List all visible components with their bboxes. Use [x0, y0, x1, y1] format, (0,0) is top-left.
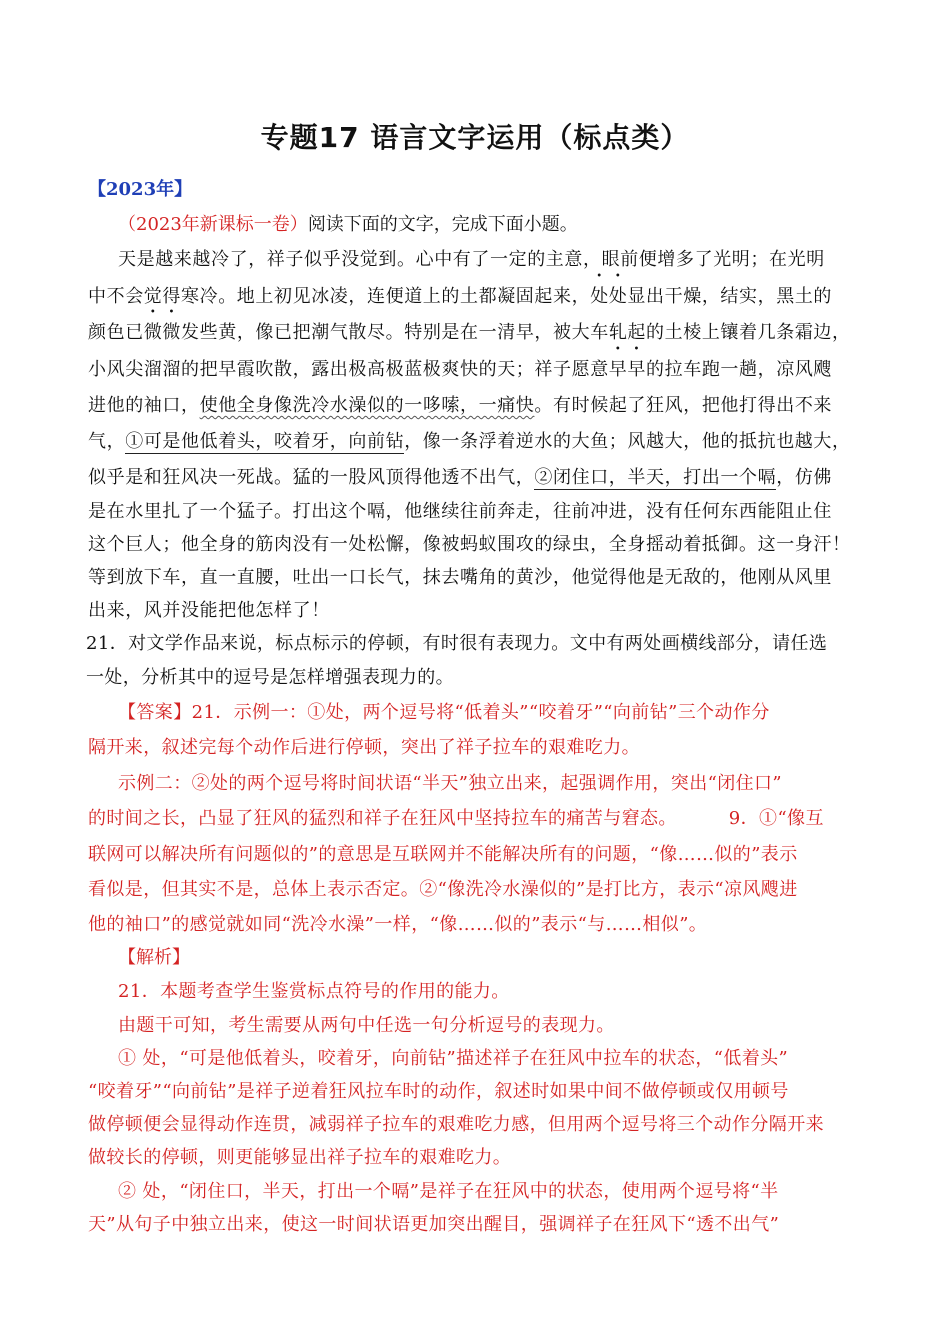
answer-text: 的时间之长，凸显了狂风的猛烈和祥子在狂风中坚持拉车的痛苦与窘态。 — [88, 808, 677, 829]
passage-line — [88, 285, 832, 309]
passage-line: 等到放下车，直一直腰，吐出一口长气，抹去嘴角的黄沙，他觉得他是无敌的，他刚从风里 — [88, 567, 832, 588]
passage-line — [88, 394, 832, 418]
year-header: 【2023年】 — [88, 179, 193, 200]
analysis-header: 【解析】 — [118, 947, 190, 968]
analysis-line: 做较长的停顿，则更能够显出祥子拉车的艰难吃力。 — [88, 1147, 512, 1168]
page-title: 专题17 语言文字运用（标点类） — [260, 121, 690, 154]
answer-line: 他的袖口”的感觉就如同“洗冷水澡”一样，“像……似的”表示“与……相似”。 — [88, 914, 708, 935]
passage-text: ，像一条浮着逆水的大鱼；风越大，他的抵抗也越大， — [404, 431, 851, 452]
passage-text: 小风尖溜溜的把早霞吹散，露出极高极蓝极爽快的天；祥子愿意 — [88, 359, 609, 380]
emphasis-dot-char: 微 — [143, 322, 163, 343]
source-label: （2023年新课标一卷） — [118, 214, 308, 235]
passage-text: 进他的袖口， — [88, 395, 200, 416]
analysis-line: ② 处，“闭住口，半天，打出一个嗝”是祥子在狂风中的状态，使用两个逗号将“半 — [118, 1181, 779, 1202]
passage-line — [88, 466, 832, 490]
question-line: 一处，分析其中的逗号是怎样增强表现力的。 — [86, 667, 454, 688]
passage-text: ，仿佛 — [776, 467, 833, 488]
passage-line — [88, 321, 851, 345]
analysis-line: 21．本题考查学生鉴赏标点符号的作用的能力。 — [118, 981, 510, 1002]
passage-text: 颜色已 — [88, 322, 144, 343]
emphasis-dot-char: 处 — [590, 286, 609, 307]
analysis-line: 做停顿便会显得动作连贯，减弱祥子拉车的艰难吃力感，但用两个逗号将三个动作分隔开来 — [88, 1114, 824, 1135]
passage-text: 显出干燥，结实，黑土的 — [627, 286, 833, 307]
passage-line: 出来，风并没能把他怎样了！ — [88, 600, 330, 621]
question-intro — [118, 213, 578, 237]
answer-line: 示例二：②处的两个逗号将时间状语“半天”独立出来，起强调作用，突出“闭住口” — [118, 773, 783, 794]
emphasis-dot-char: 处 — [608, 286, 628, 307]
passage-text: 气， — [88, 431, 126, 452]
passage-text: 似乎是和狂风决一死战。猛的一股风顶得他透不出气， — [88, 467, 535, 488]
answer-line: 【答案】21．示例一：①处，两个逗号将“低着头”“咬着牙”“向前钻”三个动作分 — [118, 702, 770, 723]
answer-line: 隔开来，叙述完每个动作后进行停顿，突出了祥子拉车的艰难吃力。 — [88, 737, 640, 758]
emphasis-dot-char: 早 — [608, 359, 628, 380]
answer-line: 看似是，但其实不是，总体上表示否定。②“像洗冷水澡似的”是打比方，表示“凉风飕进 — [88, 879, 798, 900]
answer-text: 9．①“像互 — [728, 808, 824, 829]
passage-text: 发些黄，像已把潮气散尽。特别是在一清早，被大车轧起的土棱上镶着几条霜边， — [181, 322, 851, 343]
analysis-line: “咬着牙”“向前钻”是祥子逆着狂风拉车时的动作，叙述时如果中间不做停顿或仅用顿号 — [88, 1081, 789, 1102]
emphasis-dot-char: 早 — [627, 359, 647, 380]
answer-line: 联网可以解决所有问题似的”的意思是互联网并不能解决所有的问题，“像……似的”表示 — [88, 844, 798, 865]
passage-text: 。有时候起了狂风，把他打得出不来 — [534, 395, 833, 416]
analysis-line: ① 处，“可是他低着头，咬着牙，向前钻”描述祥子在狂风中拉车的状态，“低着头” — [118, 1048, 789, 1069]
passage-line: 天是越来越冷了，祥子似乎没觉到。心中有了一定的主意，眼前便增多了光明；在光明 — [118, 249, 825, 270]
passage-line: 这个巨人；他全身的筋肉没有一处松懈，像被蚂蚁围攻的绿虫，全身摇动着抵御。这一身汗！ — [88, 534, 851, 555]
passage-line — [88, 430, 851, 454]
passage-text: 中不会觉得寒冷。地上初见冰凌，连便道上的土都凝固起来， — [88, 286, 591, 307]
wavy-underlined-text: 使他全身像洗冷水澡似的一哆嗦，一痛快 — [199, 395, 535, 416]
analysis-line: 天”从句子中独立出来，使这一时间状语更加突出醒目，强调祥子在狂风下“透不出气” — [88, 1214, 780, 1235]
answer-line — [88, 807, 824, 831]
intro-text: 阅读下面的文字，完成下面小题。 — [307, 214, 578, 235]
passage-line — [88, 358, 832, 382]
underlined-sentence-1: ①可是他低着头，咬着牙，向前钻 — [125, 431, 405, 452]
underlined-sentence-2: ②闭住口，半天，打出一个嗝 — [534, 467, 777, 488]
question-line: 21．对文学作品来说，标点标示的停顿，有时很有表现力。文中有两处画横线部分，请任选 — [86, 633, 828, 654]
passage-text: 的拉车跑一趟，凉风飕 — [646, 359, 833, 380]
analysis-line: 由题干可知，考生需要从两句中任选一句分析逗号的表现力。 — [118, 1015, 615, 1036]
passage-line: 是在水里扎了一个猛子。打出这个嗝，他继续往前奔走，往前冲进，没有任何东西能阻止住 — [88, 501, 832, 522]
emphasis-dot-char: 微 — [162, 322, 182, 343]
